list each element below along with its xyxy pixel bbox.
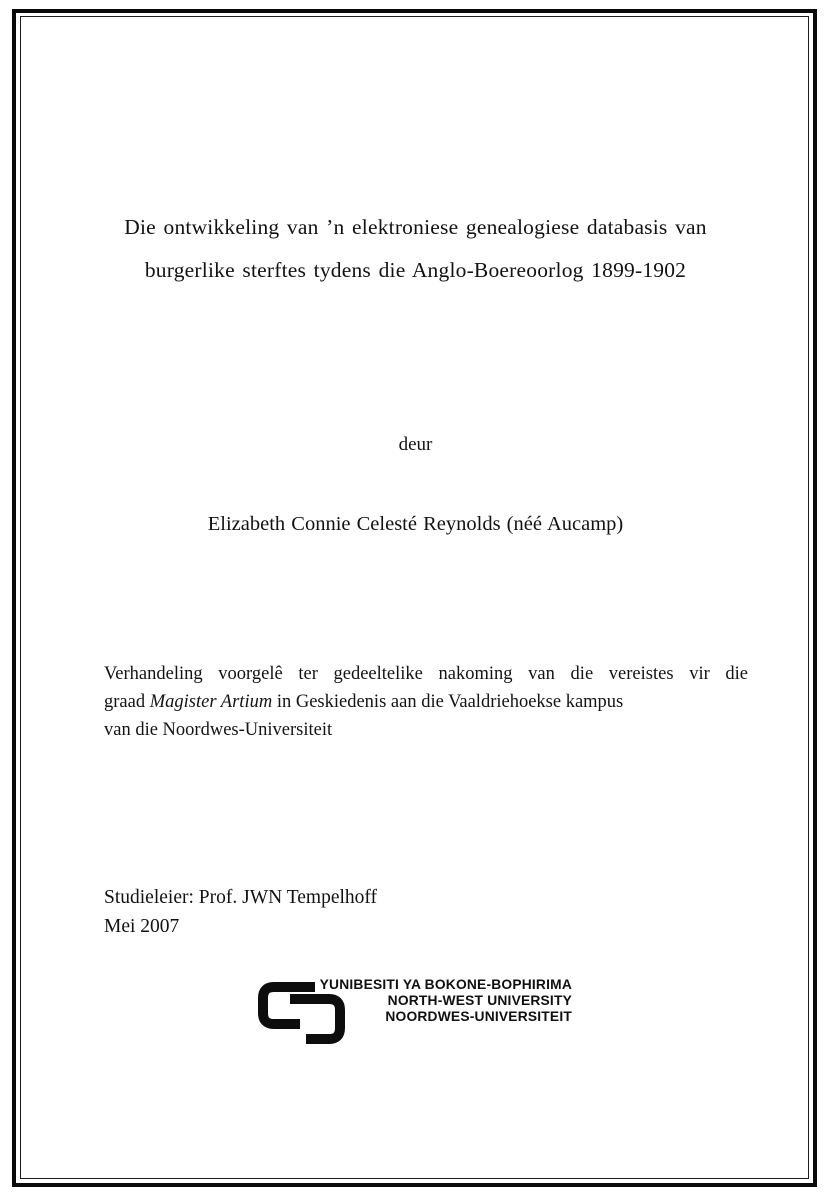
degree-statement-line2 <box>104 688 748 716</box>
degree-statement-line2-pre: graad <box>104 692 150 713</box>
degree-name: Magister Artium <box>149 692 273 713</box>
author-name: Elizabeth Connie Celesté Reynolds (néé Aucamp) <box>207 513 624 535</box>
thesis-title-line2: burgerlike sterftes tydens die Anglo-Boereoorlog 1899-1902 <box>144 258 687 282</box>
supervisor-line: Studieleier: Prof. JWN Tempelhoff <box>104 887 378 908</box>
supervisor-block <box>104 884 377 941</box>
university-name-setswana: YUNIBESITI YA BOKONE-BOPHIRIMA <box>319 977 572 992</box>
degree-statement-line3: van die Noordwes-Universiteit <box>104 720 333 741</box>
university-name-english: NORTH-WEST UNIVERSITY <box>387 992 572 1008</box>
university-name-afrikaans: NOORDWES-UNIVERSITEIT <box>385 1008 572 1024</box>
degree-statement-line2-post: in Geskiedenis aan die Vaaldriehoekse kampus <box>272 692 624 713</box>
byline-word: deur <box>398 434 433 455</box>
thesis-title <box>50 206 781 292</box>
degree-statement <box>104 660 748 745</box>
university-logo-text <box>314 977 572 1024</box>
thesis-title-line1: Die ontwikkeling van ’n elektroniese genealogiese databasis van <box>124 215 707 239</box>
date-line: Mei 2007 <box>104 915 180 937</box>
degree-statement-line1: Verhandeling voorgelê ter gedeeltelike nakoming van die vereistes vir die <box>104 664 748 684</box>
